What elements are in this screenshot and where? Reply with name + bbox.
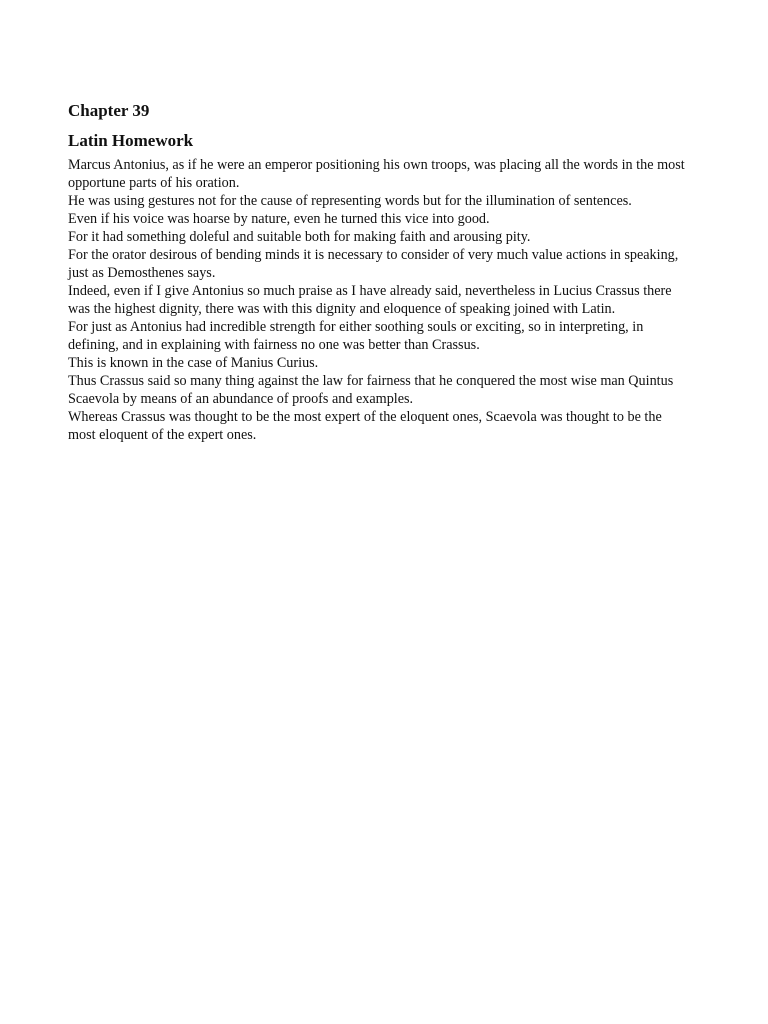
translation-body (68, 156, 688, 444)
sentence-5: For the orator desirous of bending minds it is necessary to consider of very much value actions in speaking, just as Demosthenes says. (68, 247, 679, 281)
sentence-6: Indeed, even if I give Antonius so much praise as I have already said, nevertheless in Lucius Crassus there was the highest dignity, there was with this dignity and eloquence of speaking joined with Latin. (68, 283, 672, 317)
chapter-title: Chapter 39 (68, 101, 150, 120)
sentence-4: For it had something doleful and suitable both for making faith and arousing pity. (68, 229, 531, 245)
sentence-8: This is known in the case of Manius Curius. (68, 355, 319, 371)
sentence-7: For just as Antonius had incredible strength for either soothing souls or exciting, so in interpreting, in defining, and in explaining with fairness no one was better than Crassus. (68, 319, 644, 353)
sentence-3: Even if his voice was hoarse by nature, even he turned this vice into good. (68, 211, 490, 227)
document-subtitle: Latin Homework (68, 131, 194, 150)
sentence-1: Marcus Antonius, as if he were an emperor positioning his own troops, was placing all the words in the most opportune parts of his oration. (68, 157, 685, 191)
sentence-10: Whereas Crassus was thought to be the most expert of the eloquent ones, Scaevola was thought to be the most eloquent of the expert ones. (68, 409, 662, 443)
sentence-9: Thus Crassus said so many thing against the law for fairness that he conquered the most wise man Quintus Scaevola by means of an abundance of proofs and examples. (68, 373, 674, 407)
document-page (68, 100, 688, 444)
sentence-2: He was using gestures not for the cause of representing words but for the illumination of sentences. (68, 193, 632, 209)
